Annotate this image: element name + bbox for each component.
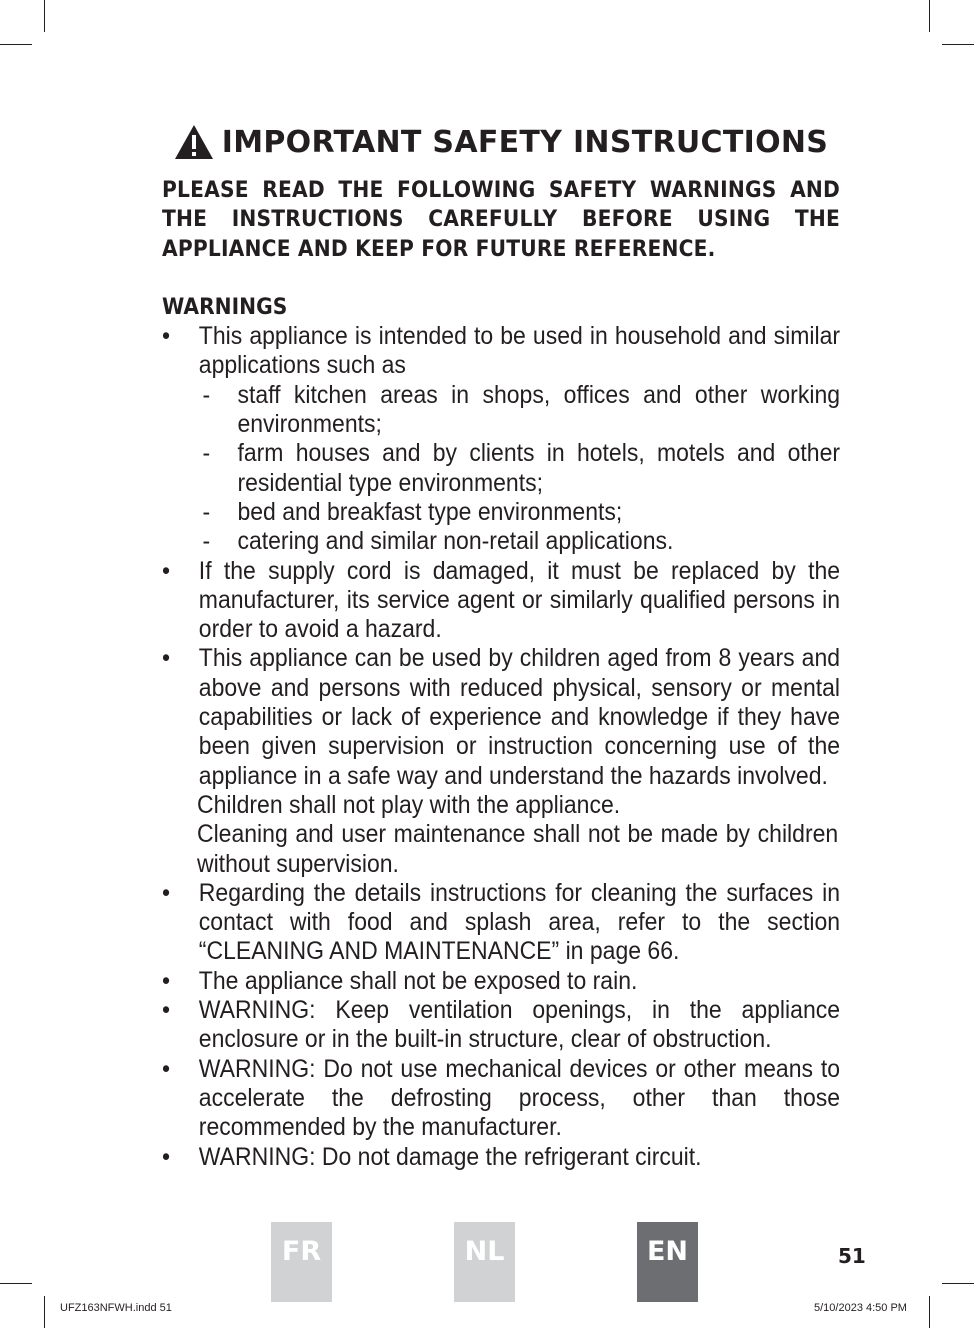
warnings-list — [162, 322, 840, 1172]
crop-mark — [942, 1283, 974, 1284]
warnings-heading: WARNINGS — [162, 294, 288, 320]
crop-mark — [44, 1296, 45, 1328]
sub-list-item: - catering and similar non-retail applications. — [199, 527, 840, 556]
list-item-continuation: Cleaning and user maintenance shall not be made by children without supervision. — [196, 820, 839, 878]
crop-mark — [929, 0, 930, 32]
slug-date: 5/10/2023 4:50 PM — [814, 1302, 907, 1314]
list-item: • If the supply cord is damaged, it must be replaced by the manufacturer, its service agent or similarly qualified persons in order to avoid a hazard. — [162, 557, 840, 645]
intro-paragraph: PLEASE READ THE FOLLOWING SAFETY WARNINGS AND THE INSTRUCTIONS CAREFULLY BEFORE USING THE APPLIANCE AND KEEP FOR FUTURE REFERENCE. — [162, 178, 841, 262]
content — [162, 176, 840, 1172]
list-item: • Regarding the details instructions for cleaning the surfaces in contact with food and splash area, refer to the section “CLEANING AND MAINTENANCE” in page 66. — [162, 879, 840, 967]
crop-mark — [0, 44, 32, 45]
warning-triangle-icon — [174, 124, 214, 160]
crop-mark — [929, 1296, 930, 1328]
language-tab-en — [637, 1222, 698, 1302]
sub-list-item: - bed and breakfast type environments; — [199, 498, 840, 527]
sub-list — [199, 381, 840, 557]
list-item: • The appliance shall not be exposed to rain. — [162, 967, 840, 996]
language-tab-label: EN — [646, 1236, 689, 1267]
language-tab-fr — [271, 1222, 332, 1302]
list-item: • WARNING: Keep ventilation openings, in the appliance enclosure or in the built-in structure, clear of obstruction. — [162, 996, 840, 1055]
language-tab-nl — [454, 1222, 515, 1302]
page-title — [162, 124, 840, 160]
list-item: • WARNING: Do not use mechanical devices or other means to accelerate the defrosting process, other than those recommended by the manufacturer. — [162, 1055, 840, 1143]
page-number: 51 — [838, 1244, 866, 1268]
list-item-text: This appliance is intended to be used in household and similar applications such as — [198, 322, 841, 380]
sub-list-item: - farm houses and by clients in hotels, motels and other residential type environments; — [199, 439, 840, 498]
slug-filename: UFZ163NFWH.indd 51 — [60, 1302, 172, 1314]
crop-mark — [942, 44, 974, 45]
sub-list-item: - staff kitchen areas in shops, offices and other working environments; — [199, 381, 840, 440]
crop-mark — [44, 0, 45, 32]
language-tab-label: NL — [464, 1236, 505, 1267]
list-item — [162, 644, 840, 878]
list-item-text: • This appliance can be used by children aged from 8 years and above and persons with reduced physical, sensory or mental capabilities or lack of experience and knowledge if they have been given supervision or instruction concerning use of the appliance in a safe way and understand the hazards involved. — [198, 644, 841, 790]
list-item — [162, 322, 840, 556]
language-tab-label: FR — [281, 1236, 322, 1267]
list-item: • WARNING: Do not damage the refrigerant circuit. — [162, 1143, 840, 1172]
title-text: IMPORTANT SAFETY INSTRUCTIONS — [221, 124, 829, 160]
crop-mark — [0, 1283, 32, 1284]
list-item-continuation: Children shall not play with the appliance. — [196, 790, 621, 819]
